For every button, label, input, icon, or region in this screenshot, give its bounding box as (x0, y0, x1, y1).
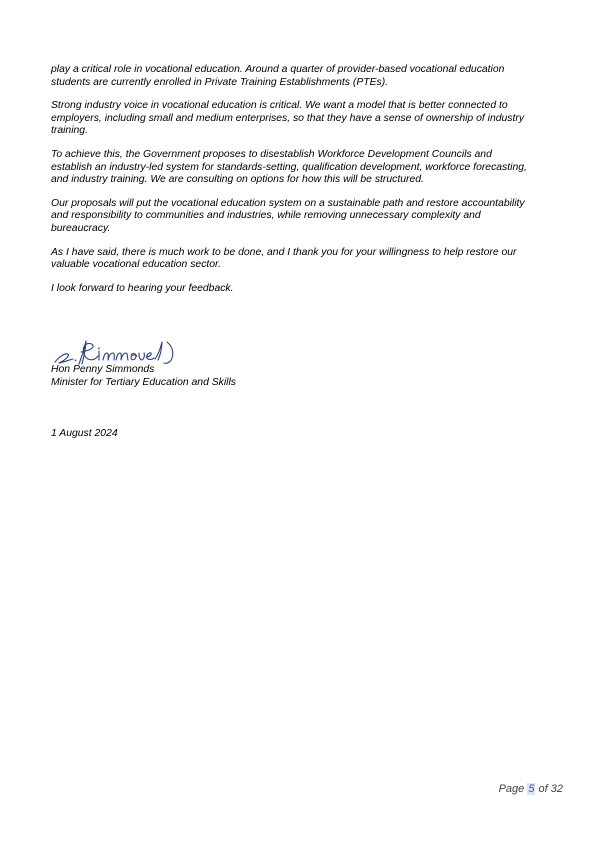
signature-block (51, 364, 451, 389)
paragraph-pte-enrolment: play a critical role in vocational education. Around a quarter of provider-based vocational education students are currently enrolled in Private Training Establishments (PTEs). (51, 64, 505, 88)
page-prefix: Page (498, 783, 528, 795)
page-number: 5 (528, 783, 535, 795)
letter-body (51, 64, 561, 306)
page-footer (499, 783, 563, 796)
paragraph-industry-voice: Strong industry voice in vocational education is critical. We want a model that is better connected to employers, including small and medium enterprises, so that they have a sense of ownership of industry training. (51, 100, 525, 137)
paragraph-closing: I look forward to hearing your feedback. (51, 282, 234, 294)
paragraph-disestablish-wdcs: To achieve this, the Government proposes to disestablish Workforce Development Councils and establish an industry-led system for standards-setting, qualification development, workforce forecasting, and industry training. We are consulting on options for how this will be structured. (51, 148, 527, 186)
paragraph-sustainable-path: Our proposals will put the vocational education system on a sustainable path and restore accountability and responsibility to communities and industries, while removing unnecessary complexity and bureaucracy. (51, 197, 525, 234)
signatory-name: Hon Penny Simmonds (51, 364, 155, 375)
signatory-title: Minister for Tertiary Education and Skills (51, 376, 236, 388)
page-suffix: of 32 (535, 783, 563, 795)
letter-date: 1 August 2024 (51, 428, 118, 439)
paragraph-thanks: As I have said, there is much work to be done, and I thank you for your willingness to help restore our valuable vocational education sector. (51, 246, 517, 271)
